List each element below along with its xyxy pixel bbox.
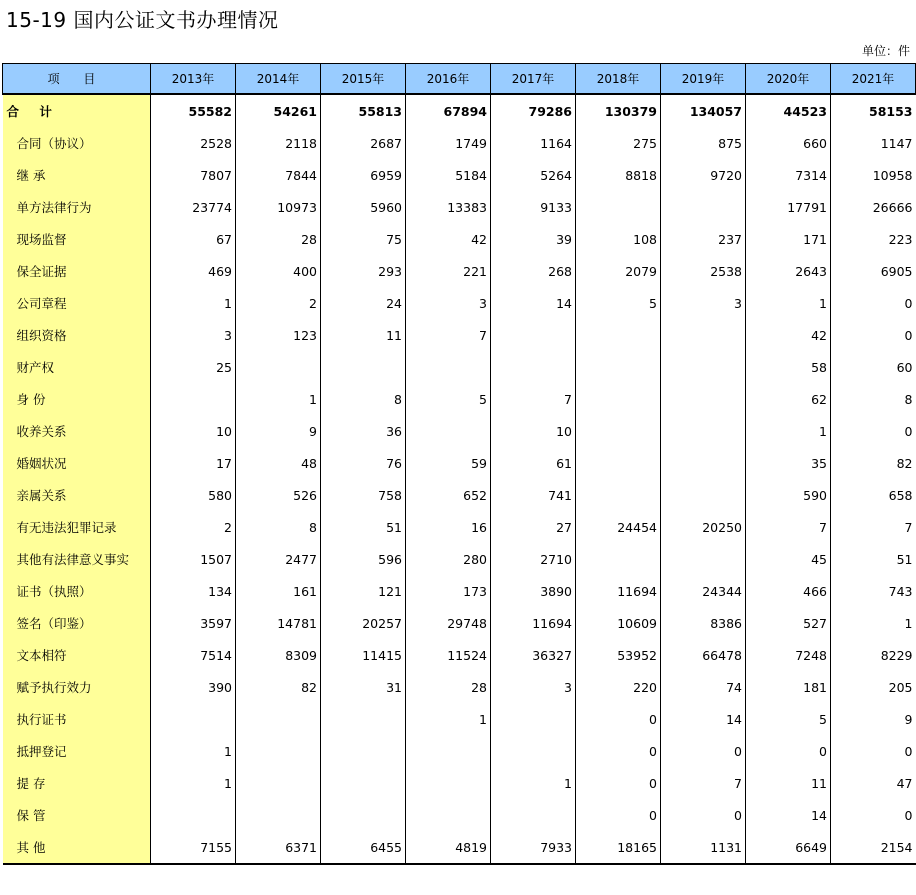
table-cell: 8 [321,383,406,415]
table-row [3,127,916,159]
table-cell: 24454 [576,511,661,543]
table-cell: 66478 [661,639,746,671]
table-cell: 0 [831,287,916,319]
table-cell: 11524 [406,639,491,671]
table-cell: 14 [491,287,576,319]
table-row [3,703,916,735]
table-row [3,383,916,415]
table-cell [661,383,746,415]
table-cell [661,351,746,383]
table-cell: 221 [406,255,491,287]
row-label: 抵押登记 [3,735,151,767]
table-cell: 5264 [491,159,576,191]
table-cell: 7248 [746,639,831,671]
table-cell [576,351,661,383]
table-row [3,415,916,447]
table-cell: 48 [236,447,321,479]
column-header-year: 2019年 [661,64,746,95]
row-label: 保 管 [3,799,151,831]
table-cell: 2079 [576,255,661,287]
table-cell: 35 [746,447,831,479]
table-cell: 0 [831,735,916,767]
table-cell [151,799,236,831]
table-cell: 36327 [491,639,576,671]
table-cell: 2687 [321,127,406,159]
table-row [3,351,916,383]
table-cell [491,799,576,831]
table-cell: 10958 [831,159,916,191]
table-row [3,223,916,255]
table-cell [576,447,661,479]
table-cell: 53952 [576,639,661,671]
table-cell: 3 [406,287,491,319]
table-cell: 181 [746,671,831,703]
table-cell: 1 [746,415,831,447]
table-cell: 11694 [491,607,576,639]
table-cell: 8386 [661,607,746,639]
table-cell: 7807 [151,159,236,191]
table-cell: 9 [831,703,916,735]
table-cell: 2538 [661,255,746,287]
table-cell: 658 [831,479,916,511]
table-cell: 23774 [151,191,236,223]
table-cell: 51 [321,511,406,543]
table-cell [661,543,746,575]
table-cell: 275 [576,127,661,159]
table-cell [661,447,746,479]
table-cell: 14781 [236,607,321,639]
table-cell: 875 [661,127,746,159]
row-label: 签名（印鉴） [3,607,151,639]
table-cell: 1749 [406,127,491,159]
table-cell: 0 [831,415,916,447]
table-cell: 10 [151,415,236,447]
column-header-year: 2018年 [576,64,661,95]
table-cell: 24344 [661,575,746,607]
table-cell: 6959 [321,159,406,191]
table-cell: 28 [406,671,491,703]
table-cell: 400 [236,255,321,287]
table-cell: 11415 [321,639,406,671]
table-cell: 590 [746,479,831,511]
table-cell: 4819 [406,831,491,864]
table-cell: 58 [746,351,831,383]
table-cell [236,351,321,383]
column-header-year: 2020年 [746,64,831,95]
table-cell: 2 [151,511,236,543]
table-cell: 6371 [236,831,321,864]
table-cell: 58153 [831,94,916,127]
table-cell: 758 [321,479,406,511]
row-label: 公司章程 [3,287,151,319]
row-label: 执行证书 [3,703,151,735]
table-cell [661,319,746,351]
column-header-year: 2021年 [831,64,916,95]
table-cell: 45 [746,543,831,575]
row-label: 提 存 [3,767,151,799]
table-cell: 130379 [576,94,661,127]
table-row [3,799,916,831]
table-cell: 1 [491,767,576,799]
table-cell: 9133 [491,191,576,223]
table-row [3,479,916,511]
table-cell: 2710 [491,543,576,575]
table-cell: 10 [491,415,576,447]
table-row [3,671,916,703]
table-cell: 596 [321,543,406,575]
table-cell [491,319,576,351]
table-cell: 1131 [661,831,746,864]
row-label: 合同（协议） [3,127,151,159]
table-cell: 2 [236,287,321,319]
row-label: 现场监督 [3,223,151,255]
row-label: 亲属关系 [3,479,151,511]
table-cell: 0 [576,735,661,767]
row-label: 赋予执行效力 [3,671,151,703]
table-cell: 3 [151,319,236,351]
table-cell [321,767,406,799]
table-cell: 1 [236,383,321,415]
row-label: 财产权 [3,351,151,383]
table-cell: 7 [406,319,491,351]
unit-note: 单位：件 [861,44,910,58]
table-cell: 55582 [151,94,236,127]
table-cell: 17791 [746,191,831,223]
table-cell [576,383,661,415]
table-cell: 1 [746,287,831,319]
table-cell: 9 [236,415,321,447]
column-header-year: 2014年 [236,64,321,95]
table-cell: 24 [321,287,406,319]
table-cell: 7844 [236,159,321,191]
table-cell: 7155 [151,831,236,864]
table-cell: 652 [406,479,491,511]
table-cell: 108 [576,223,661,255]
table-cell: 1 [151,287,236,319]
table-cell: 123 [236,319,321,351]
table-cell: 36 [321,415,406,447]
column-header-item: 项 目 [3,64,151,95]
table-cell: 10973 [236,191,321,223]
table-cell: 10609 [576,607,661,639]
table-cell: 660 [746,127,831,159]
table-cell: 28 [236,223,321,255]
table-cell: 2528 [151,127,236,159]
table-cell: 5960 [321,191,406,223]
table-cell: 14 [746,799,831,831]
table-cell: 5 [406,383,491,415]
table-cell: 0 [576,767,661,799]
table-cell [576,543,661,575]
table-cell [576,191,661,223]
table-cell: 14 [661,703,746,735]
table-cell [151,383,236,415]
table-cell [406,735,491,767]
table-cell: 82 [831,447,916,479]
table-cell: 743 [831,575,916,607]
row-label: 组织资格 [3,319,151,351]
table-cell: 6455 [321,831,406,864]
table-cell: 76 [321,447,406,479]
table-cell: 55813 [321,94,406,127]
table-cell [576,479,661,511]
table-cell: 67 [151,223,236,255]
table-cell [406,767,491,799]
table-cell: 20257 [321,607,406,639]
table-cell: 11694 [576,575,661,607]
table-cell: 5 [746,703,831,735]
table-cell: 39 [491,223,576,255]
row-label: 继 承 [3,159,151,191]
table-cell: 25 [151,351,236,383]
table-cell: 29748 [406,607,491,639]
table-cell: 7 [831,511,916,543]
row-label: 收养关系 [3,415,151,447]
table-cell [236,703,321,735]
table-cell: 1164 [491,127,576,159]
column-header-year: 2013年 [151,64,236,95]
table-cell: 47 [831,767,916,799]
row-label: 合 计 [3,94,151,127]
table-cell: 1507 [151,543,236,575]
table-cell: 161 [236,575,321,607]
table-cell: 237 [661,223,746,255]
table-row [3,255,916,287]
table-cell: 9720 [661,159,746,191]
table-cell: 11 [321,319,406,351]
table-cell: 20250 [661,511,746,543]
table-cell: 2154 [831,831,916,864]
table-cell: 134 [151,575,236,607]
table-cell: 74 [661,671,746,703]
table-cell: 79286 [491,94,576,127]
table-row [3,191,916,223]
table-cell: 1 [151,735,236,767]
table-cell: 7314 [746,159,831,191]
table-cell: 223 [831,223,916,255]
table-cell [321,703,406,735]
table-cell: 42 [406,223,491,255]
table-cell [406,799,491,831]
table-cell [236,767,321,799]
table-cell [406,351,491,383]
table-cell [236,799,321,831]
table-cell: 16 [406,511,491,543]
notarization-table [2,63,916,865]
table-cell: 205 [831,671,916,703]
page-title: 15-19 国内公证文书办理情况 [6,8,279,32]
table-cell: 469 [151,255,236,287]
table-cell: 8 [831,383,916,415]
table-cell: 121 [321,575,406,607]
table-cell [406,415,491,447]
table-row [3,767,916,799]
table-cell: 18165 [576,831,661,864]
table-cell: 220 [576,671,661,703]
table-cell: 59 [406,447,491,479]
table-cell: 8309 [236,639,321,671]
table-cell: 0 [576,799,661,831]
table-cell: 0 [831,319,916,351]
table-cell [491,703,576,735]
table-cell: 0 [576,703,661,735]
table-cell: 75 [321,223,406,255]
table-cell: 6905 [831,255,916,287]
column-header-year: 2017年 [491,64,576,95]
table-cell [236,735,321,767]
table-header-row [3,64,916,95]
table-cell: 466 [746,575,831,607]
table-cell: 11 [746,767,831,799]
table-cell: 54261 [236,94,321,127]
table-cell [661,479,746,511]
table-cell: 1 [831,607,916,639]
table-row [3,511,916,543]
row-label: 婚姻状况 [3,447,151,479]
table-cell: 7933 [491,831,576,864]
table-cell: 171 [746,223,831,255]
table-row [3,735,916,767]
row-label: 单方法律行为 [3,191,151,223]
table-cell: 3 [491,671,576,703]
table-cell: 3597 [151,607,236,639]
table-row [3,831,916,864]
table-cell [661,415,746,447]
table-cell: 741 [491,479,576,511]
table-cell [151,703,236,735]
table-cell: 527 [746,607,831,639]
table-cell: 60 [831,351,916,383]
table-cell [491,351,576,383]
table-cell [491,735,576,767]
row-label: 保全证据 [3,255,151,287]
table-cell: 268 [491,255,576,287]
column-header-year: 2015年 [321,64,406,95]
table-cell: 42 [746,319,831,351]
table-body [3,94,916,864]
table-cell: 31 [321,671,406,703]
table-cell: 1 [151,767,236,799]
table-cell: 3890 [491,575,576,607]
table-cell: 51 [831,543,916,575]
table-cell: 3 [661,287,746,319]
table-cell: 1147 [831,127,916,159]
table-cell [321,351,406,383]
table-cell: 7 [491,383,576,415]
column-header-year: 2016年 [406,64,491,95]
table-cell: 2477 [236,543,321,575]
table-cell: 526 [236,479,321,511]
table-cell: 62 [746,383,831,415]
table-cell: 2118 [236,127,321,159]
table-cell: 7 [746,511,831,543]
table-cell: 293 [321,255,406,287]
table-row [3,159,916,191]
row-label: 证书（执照） [3,575,151,607]
table-cell: 0 [661,735,746,767]
table-cell [661,191,746,223]
table-row [3,319,916,351]
row-label: 其 他 [3,831,151,864]
row-label: 身 份 [3,383,151,415]
table-cell [576,319,661,351]
table-cell: 26666 [831,191,916,223]
table-row [3,575,916,607]
table-cell: 6649 [746,831,831,864]
row-label: 有无违法犯罪记录 [3,511,151,543]
table-cell: 7 [661,767,746,799]
table-cell: 0 [746,735,831,767]
table-cell: 8 [236,511,321,543]
table-cell: 13383 [406,191,491,223]
table-cell [321,799,406,831]
table-cell: 7514 [151,639,236,671]
table-cell: 67894 [406,94,491,127]
total-row [3,94,916,127]
table-cell: 82 [236,671,321,703]
table-cell: 0 [831,799,916,831]
table-cell: 134057 [661,94,746,127]
table-cell: 280 [406,543,491,575]
table-cell: 580 [151,479,236,511]
table-cell: 44523 [746,94,831,127]
table-row [3,287,916,319]
table-row [3,607,916,639]
table-cell: 8818 [576,159,661,191]
table-cell: 17 [151,447,236,479]
row-label: 文本相符 [3,639,151,671]
table-cell: 0 [661,799,746,831]
table-cell: 1 [406,703,491,735]
table-cell: 2643 [746,255,831,287]
table-cell [576,415,661,447]
row-label: 其他有法律意义事实 [3,543,151,575]
table-cell: 173 [406,575,491,607]
table-cell: 61 [491,447,576,479]
table-cell: 390 [151,671,236,703]
table-cell [321,735,406,767]
table-row [3,447,916,479]
table-cell: 8229 [831,639,916,671]
table-row [3,543,916,575]
table-row [3,639,916,671]
table-cell: 27 [491,511,576,543]
table-cell: 5184 [406,159,491,191]
table-cell: 5 [576,287,661,319]
